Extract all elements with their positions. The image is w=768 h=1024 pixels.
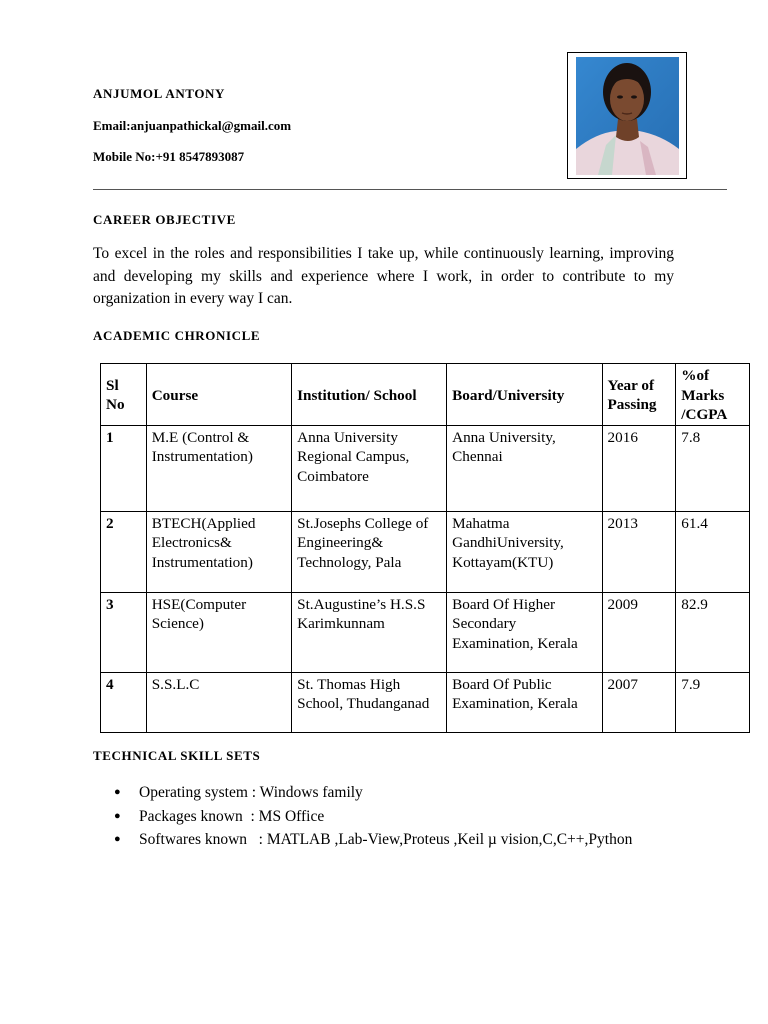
table-row: [101, 592, 750, 672]
cell-sl: 2: [101, 511, 147, 592]
career-objective-text: To excel in the roles and responsibilities I take up, while continuously learning, improving and developing my skills and experience where I work, in order to contribute to my organization in every way I can.: [93, 245, 674, 307]
header-marks: %of Marks /CGPA: [676, 364, 750, 426]
skill-text: Packages known : MS Office: [139, 807, 325, 825]
cell-course: S.S.L.C: [146, 672, 291, 732]
cell-board: Anna University, Chennai: [447, 425, 602, 511]
skill-text: Operating system : Windows family: [139, 784, 363, 801]
cell-marks: 7.9: [676, 672, 750, 732]
mobile-line: Mobile No:+91 8547893087: [93, 149, 245, 164]
list-item: [114, 828, 719, 852]
cell-board: Board Of Public Examination, Kerala: [447, 672, 602, 732]
cell-sl: 4: [101, 672, 147, 732]
academic-table: [100, 363, 750, 733]
bullet-icon: ●: [114, 809, 121, 822]
cell-course: HSE(Computer Science): [146, 592, 291, 672]
cell-institution: St.Augustine’s H.S.S Karimkunnam: [292, 592, 447, 672]
profile-photo: [567, 52, 687, 179]
table-row: [101, 672, 750, 732]
table-row: [101, 425, 750, 511]
table-header-row: [101, 364, 750, 426]
cell-marks: 82.9: [676, 592, 750, 672]
candidate-name: ANJUMOL ANTONY: [93, 86, 226, 101]
bullet-icon: ●: [114, 786, 121, 798]
academic-chronicle-heading: ACADEMIC CHRONICLE: [93, 328, 261, 343]
technical-skills-heading: TECHNICAL SKILL SETS: [93, 748, 261, 763]
cell-year: 2013: [602, 511, 676, 592]
list-item: [114, 805, 719, 829]
skill-text: Softwares known : MATLAB ,Lab-View,Proteus ,Keil µ vision,C,C++,Python: [139, 831, 633, 848]
cell-marks: 61.4: [676, 511, 750, 592]
cell-institution: St. Thomas High School, Thudanganad: [292, 672, 447, 732]
cell-sl: 3: [101, 592, 147, 672]
cell-board: Board Of Higher Secondary Examination, Kerala: [447, 592, 602, 672]
header-board: Board/University: [447, 364, 602, 426]
list-item: [114, 781, 719, 805]
cell-board: Mahatma GandhiUniversity, Kottayam(KTU): [447, 511, 602, 592]
email-line: Email:anjuanpathickal@gmail.com: [93, 118, 292, 133]
header-divider: [93, 189, 727, 190]
header-year: Year of Passing: [602, 364, 676, 426]
skills-list: [93, 781, 719, 852]
cell-marks: 7.8: [676, 425, 750, 511]
cell-course: M.E (Control & Instrumentation): [146, 425, 291, 511]
cell-institution: St.Josephs College of Engineering& Technology, Pala: [292, 511, 447, 592]
cell-year: 2009: [602, 592, 676, 672]
cell-course: BTECH(Applied Electronics& Instrumentation): [146, 511, 291, 592]
cell-year: 2016: [602, 425, 676, 511]
header-institution: Institution/ School: [292, 364, 447, 426]
career-objective-heading: CAREER OBJECTIVE: [93, 212, 236, 227]
portrait-image: [576, 57, 679, 175]
header-course: Course: [146, 364, 291, 426]
header-sl-no: Sl No: [101, 364, 147, 426]
cell-institution: Anna University Regional Campus, Coimbatore: [292, 425, 447, 511]
cell-sl: 1: [101, 425, 147, 511]
cell-year: 2007: [602, 672, 676, 732]
bullet-icon: ●: [114, 833, 121, 845]
table-row: [101, 511, 750, 592]
